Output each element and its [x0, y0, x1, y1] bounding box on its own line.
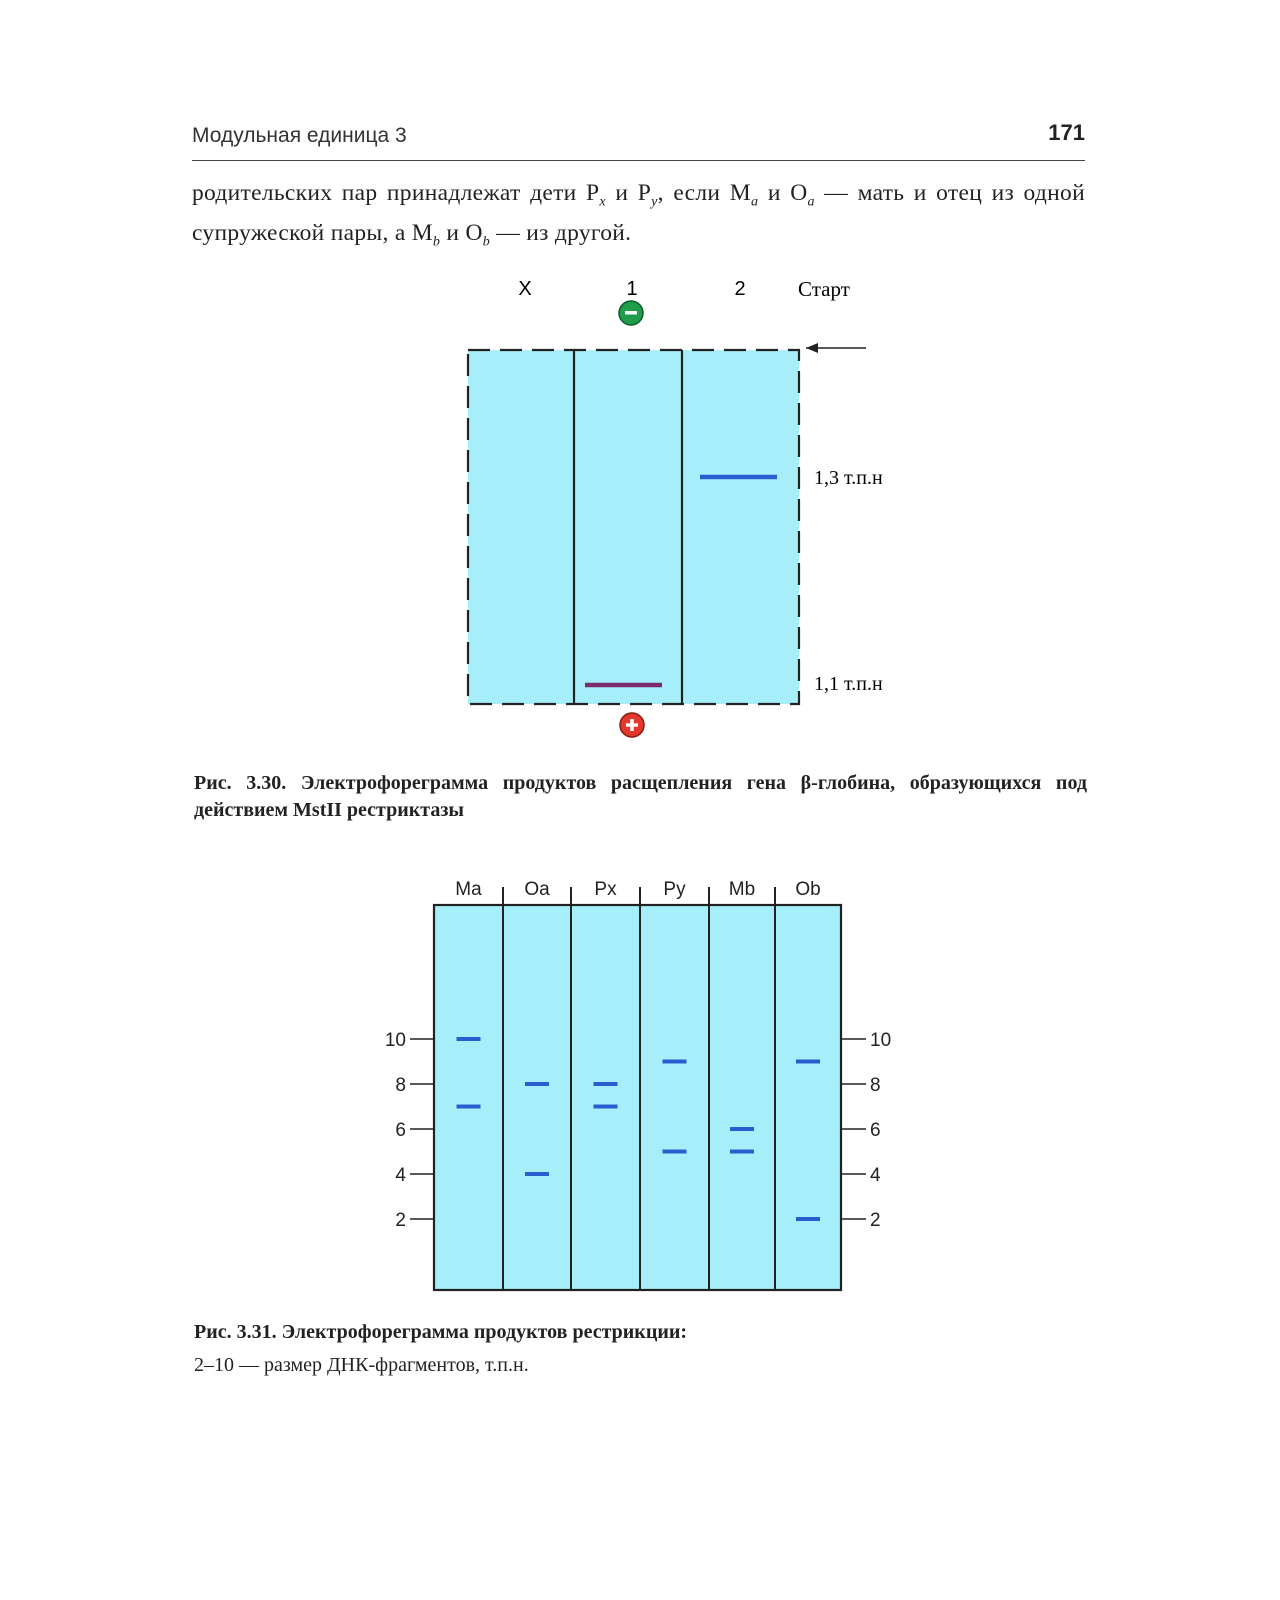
scale-label-left: 2 [395, 1210, 406, 1231]
scale-label-left: 6 [395, 1120, 406, 1141]
band-label-1-3: 1,3 т.п.н [814, 467, 883, 489]
body-text-part: и O [440, 219, 483, 246]
lane-label-2: 2 [734, 278, 746, 300]
body-text-part: и O [758, 180, 808, 206]
lane-label-ob: Ob [795, 879, 821, 900]
caption-text: Рис. 3.31. Электрофореграмма продуктов рестрикции: [194, 1321, 688, 1343]
lane-label-ma: Ma [455, 879, 482, 900]
scale-label-left: 8 [395, 1075, 406, 1096]
body-text-part: — из другой. [490, 219, 632, 246]
figure-3-31-note: 2–10 — размер ДНК-фрагментов, т.п.н. [194, 1354, 529, 1376]
subscript: y [651, 194, 658, 210]
scale-label-right: 8 [870, 1075, 881, 1096]
running-title: Модульная единица 3 [192, 124, 407, 147]
scale-label-right: 6 [870, 1120, 881, 1141]
body-text-part: — мать и отец из одной супружеской пары, а M [192, 180, 1085, 246]
body-text-part: , если M [657, 180, 751, 206]
scale-label-left: 10 [384, 1030, 406, 1051]
lane-label-px: Px [594, 879, 617, 900]
start-label: Старт [798, 277, 850, 301]
scale-label-right: 10 [870, 1030, 892, 1051]
gel-2 [434, 905, 841, 1290]
body-text-part: и P [605, 180, 652, 206]
subscript: a [751, 194, 759, 210]
scale-label-right: 2 [870, 1210, 881, 1231]
lane-label-1: 1 [626, 278, 638, 300]
band-label-1-1: 1,1 т.п.н [814, 673, 883, 695]
lane-label-py: Py [663, 879, 686, 900]
subscript: x [599, 194, 606, 210]
body-text-part: родительских пар принадлежат дети P [192, 180, 600, 206]
subscript: a [807, 194, 815, 210]
lane-label-mb: Mb [728, 879, 756, 900]
figure-3-31-caption [194, 1319, 1087, 1346]
scale-label-right: 4 [870, 1165, 881, 1186]
caption-text: Рис. 3.30. Электрофореграмма продуктов расщепления гена β-глобина, образующихся под действием MstII рестриктазы [194, 772, 1087, 821]
scale-label-left: 4 [395, 1165, 406, 1186]
subscript: b [482, 234, 491, 250]
page-number: 171 [1048, 120, 1085, 145]
lane-label-x: X [518, 278, 532, 300]
subscript: b [432, 234, 441, 250]
lane-label-oa: Oa [524, 879, 550, 900]
